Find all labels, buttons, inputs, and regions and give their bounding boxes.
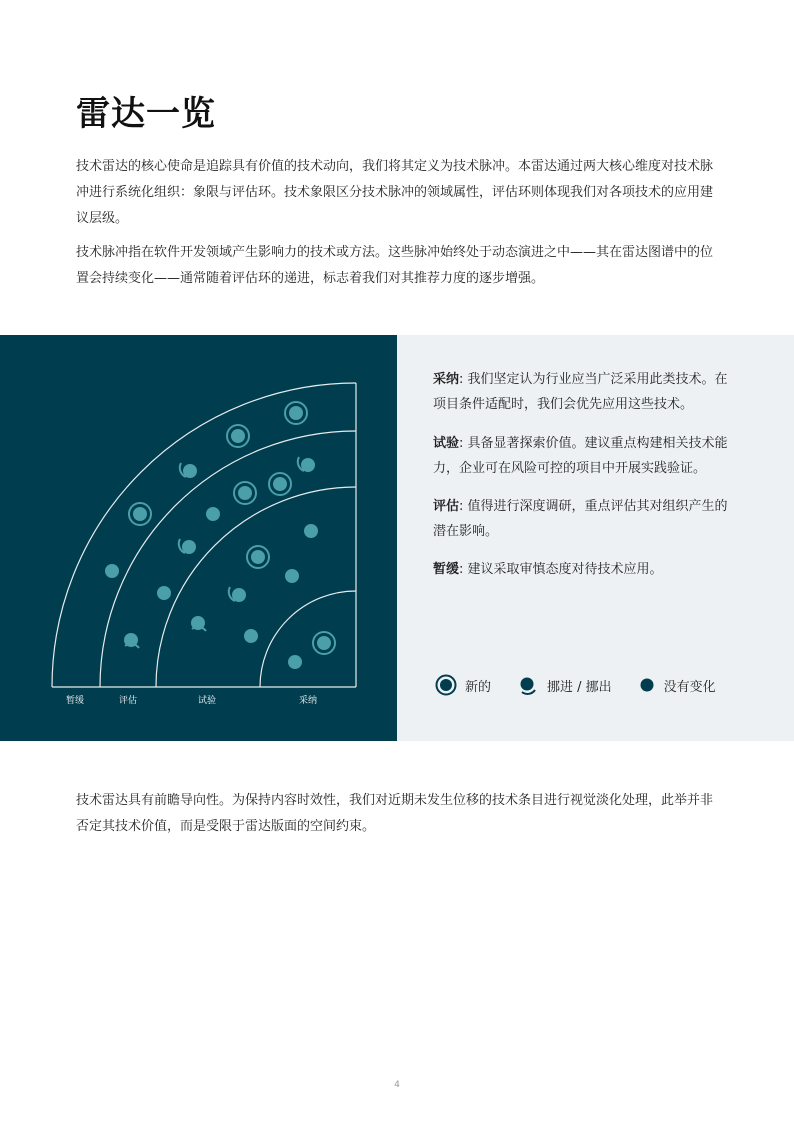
blip-no-change[interactable] — [206, 507, 220, 521]
blip-no-change[interactable] — [244, 629, 258, 643]
radar-panel — [0, 335, 397, 741]
ring-text: : 我们坚定认为行业应当广泛采用此类技术。在项目条件适配时，我们会优先应用这些技术。 — [433, 372, 728, 412]
ring-name: 评估 — [433, 499, 460, 514]
ring-description-assess — [433, 494, 733, 544]
ring-name: 暂缓 — [433, 562, 460, 577]
blip-new[interactable] — [227, 425, 249, 447]
ring-label-adopt: 采纳 — [298, 696, 318, 706]
ring-label-trial: 试验 — [197, 696, 217, 706]
intro-paragraph-1: 技术雷达的核心使命是追踪具有价值的技术动向，我们将其定义为技术脉冲。本雷达通过两大核心维度对技术脉冲进行系统化组织：象限与评估环。技术象限区分技术脉冲的领域属性，评估环则体现我们对各项技术的应用建议层级。 — [76, 159, 714, 226]
ring-arc-adopt — [260, 591, 356, 687]
ring-description-trial — [433, 431, 733, 481]
legend-item-new — [435, 674, 491, 696]
legend-label: 挪进 / 挪出 — [547, 679, 612, 695]
blip-no-change[interactable] — [157, 586, 171, 600]
blip-no-change[interactable] — [105, 564, 119, 578]
blip-moved[interactable] — [298, 457, 315, 472]
ring-text: : 建议采取审慎态度对待技术应用。 — [459, 562, 663, 577]
ring-description-hold — [433, 557, 733, 582]
blip-new[interactable] — [285, 402, 307, 424]
blip-no-change[interactable] — [288, 655, 302, 669]
legend-label: 新的 — [465, 679, 492, 695]
new-blip-icon — [435, 674, 457, 696]
radar-diagram — [0, 335, 397, 741]
intro-paragraph-2: 技术脉冲指在软件开发领域产生影响力的技术或方法。这些脉冲始终处于动态演进之中——其在雷达图谱中的位置会持续变化——通常随着评估环的递进，标志着我们对其推荐力度的逐步增强。 — [76, 245, 714, 286]
no-change-blip-icon — [638, 676, 656, 694]
ring-name: 试验 — [433, 436, 460, 451]
blip-new[interactable] — [269, 473, 291, 495]
legend-item-no-change — [638, 676, 716, 695]
ring-description-adopt — [433, 367, 733, 417]
legend-label: 没有变化 — [663, 679, 716, 695]
ring-text: : 具备显著探索价值。建议重点构建相关技术能力，企业可在风险可控的项目中开展实践验证。 — [433, 436, 728, 476]
blip-new[interactable] — [129, 503, 151, 525]
ring-label-hold: 暂缓 — [65, 696, 85, 706]
moved-blip-icon — [517, 674, 539, 696]
blip-moved[interactable] — [229, 587, 246, 602]
blip-moved[interactable] — [179, 539, 196, 554]
legend — [435, 674, 742, 696]
ring-arc-trial — [156, 487, 356, 687]
blip-new[interactable] — [313, 632, 335, 654]
blip-no-change[interactable] — [304, 524, 318, 538]
page-number: 4 — [394, 1080, 400, 1090]
blip-new[interactable] — [234, 482, 256, 504]
ring-arc-assess — [100, 431, 356, 687]
blip-no-change[interactable] — [285, 569, 299, 583]
outro-paragraph: 技术雷达具有前瞻导向性。为保持内容时效性，我们对近期未发生位移的技术条目进行视觉淡化处理，此举并非否定其技术价值，而是受限于雷达版面的空间约束。 — [76, 793, 714, 834]
legend-item-moved — [517, 674, 612, 696]
blip-moved[interactable] — [180, 463, 197, 478]
blip-moved[interactable] — [191, 616, 206, 631]
ring-text: : 值得进行深度调研，重点评估其对组织产生的潜在影响。 — [433, 499, 728, 539]
ring-label-assess: 评估 — [118, 696, 138, 706]
blip-new[interactable] — [247, 546, 269, 568]
ring-name: 采纳 — [433, 372, 460, 387]
blip-moved[interactable] — [124, 633, 139, 648]
page-title: 雷达一览 — [76, 94, 216, 134]
ring-descriptions-panel — [397, 335, 794, 741]
